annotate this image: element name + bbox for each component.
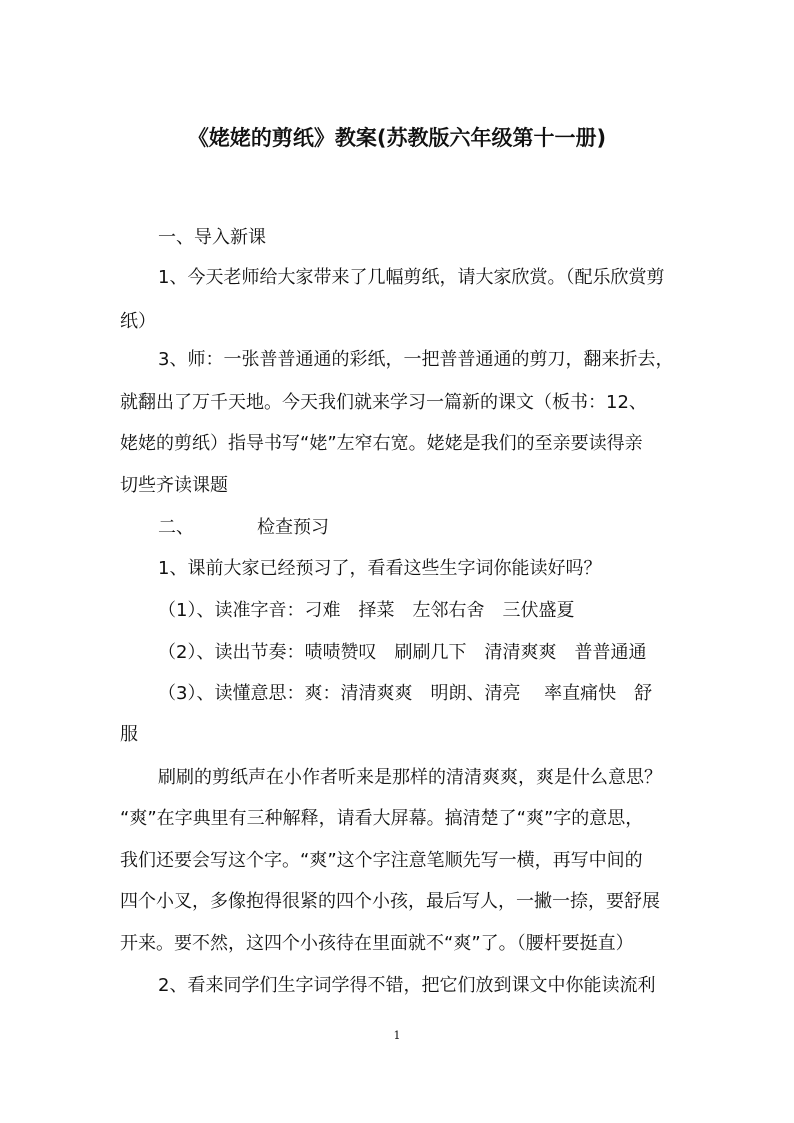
paragraph-line: 切些齐读课题 (120, 475, 228, 496)
paragraph-line: 3、师：一张普普通通的彩纸，一把普普通通的剪刀，翻来折去， (158, 349, 674, 370)
paragraph-line: 四个小叉，多像抱得很紧的四个小孩，最后写人，一撇一捺，要舒展 (120, 891, 660, 912)
paragraph-line: 刷刷的剪纸声在小作者听来是那样的清清爽爽，爽是什么意思？ (158, 767, 662, 788)
paragraph-line: 1、今天老师给大家带来了几幅剪纸，请大家欣赏。（配乐欣赏剪 (158, 267, 665, 288)
paragraph-line: “爽”在字典里有三种解释，请看大屏幕。搞清楚了“爽”字的意思， (120, 808, 644, 829)
paragraph-line: 就翻出了万千天地。今天我们就来学习一篇新的课文（板书：12、 (120, 392, 647, 413)
paragraph-line: 开来。要不然，这四个小孩待在里面就不“爽”了。（腰杆要挺直） (120, 933, 634, 954)
section-heading-intro: 一、导入新课 (158, 227, 266, 248)
list-item: （3）、读懂意思：爽：清清爽爽 明朗、清亮 率直痛快 舒 (158, 683, 653, 704)
document-title: 《姥姥的剪纸》教案(苏教版六年级第十一册) (187, 126, 607, 150)
paragraph-line: 2、看来同学们生字词学得不错，把它们放到课文中你能读流利 (158, 975, 656, 996)
page-number: 1 (393, 1029, 401, 1042)
paragraph-line: 姥姥的剪纸）指导书写“姥”左窄右宽。姥姥是我们的至亲要读得亲 (120, 433, 643, 454)
list-item: （1）、读准字音：刁难 择菜 左邻右舍 三伏盛夏 (158, 600, 575, 621)
paragraph-line: 1、课前大家已经预习了，看看这些生字词你能读好吗？ (158, 558, 602, 579)
paragraph-line: 纸） (120, 311, 156, 332)
list-item: （2）、读出节奏：啧啧赞叹 刷刷几下 清清爽爽 普普通通 (158, 642, 647, 663)
paragraph-line: 我们还要会写这个字。“爽”这个字注意笔顺先写一横，再写中间的 (120, 850, 643, 871)
paragraph-line: 服 (120, 724, 138, 745)
section-heading-preview: 二、 检查预习 (158, 517, 329, 538)
